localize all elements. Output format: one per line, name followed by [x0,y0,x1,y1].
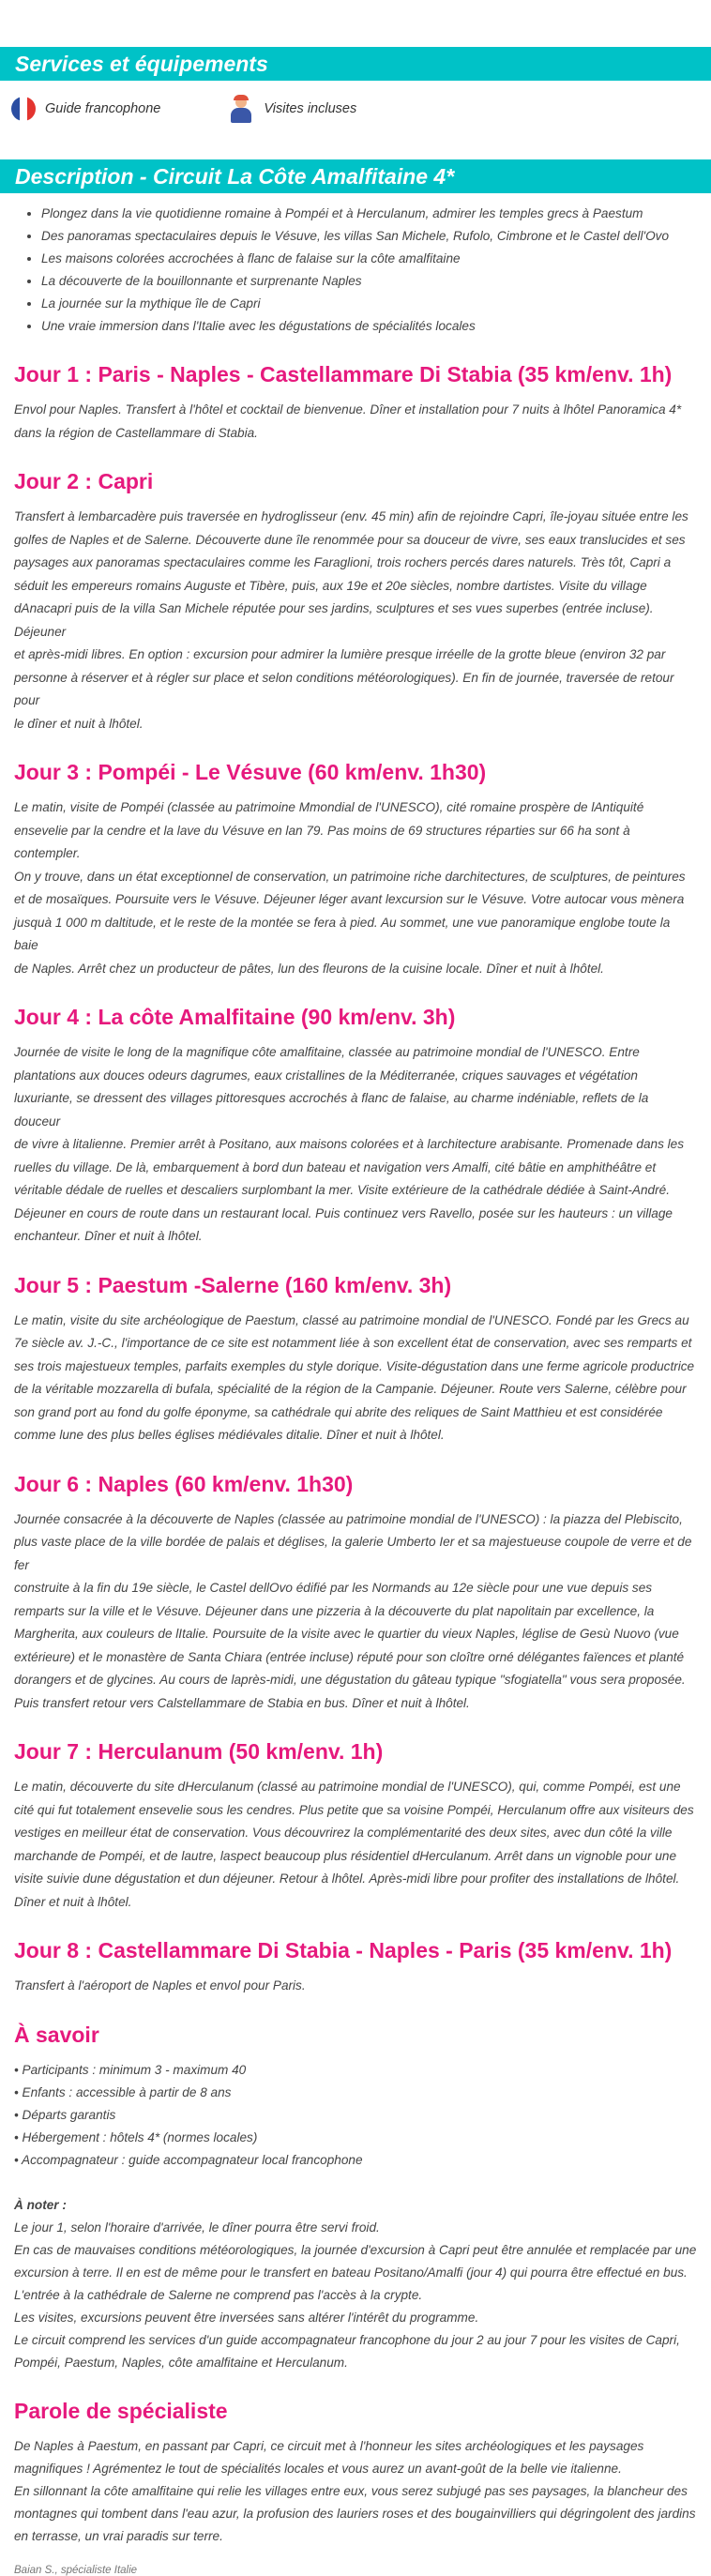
page [0,47,711,2576]
day-text-line: plantations aux douces odeurs dagrumes, eaux cristallines de la Méditerranée, criques sauvages et végétation [14,1068,638,1083]
day-text-line: paysages aux panoramas spectaculaires comme les Faraglioni, trois rochers percés dares naturels. Très tôt, Capri a [14,555,672,569]
day-6 [0,1472,711,1716]
day-text-line: Le matin, découverte du site dHerculanum (classé au patrimoine mondial de l'UNESCO), qui, comme Pompéi, est une [14,1780,681,1794]
day-text-line: de la véritable mozzarella di bufala, spécialité de la région de la Campanie. Déjeuner. Route vers Salerne, célèbre pour [14,1382,687,1396]
day-text-line: Journée de visite le long de la magnifique côte amalfitaine, classée au patrimoine mondial de l'UNESCO. Entre [14,1045,640,1059]
highlight-item: • La journée sur la mythique île de Capri [41,293,711,315]
day-title: Jour 7 : Herculanum (50 km/env. 1h) [14,1739,384,1764]
note-line: excursion à terre. Il en est de même pour le transfert en bateau Positano/Amalfi (jour 4) qui pourra être effectué en bus. [14,2265,688,2280]
day-text-line: véritable dédale de ruelles et descaliers surplombant la mer. Visite extérieure de la cathédrale dédiée à Saint-André. [14,1183,670,1197]
service-guide [11,97,160,121]
description-heading [0,159,711,193]
specialist-title: Parole de spécialiste [14,2398,228,2423]
day-text-line: comme lune des plus belles églises médiévales ditalie. Dîner et nuit à lhôtel. [14,1428,445,1442]
info-section [0,2023,711,2374]
day-title: Jour 3 : Pompéi - Le Vésuve (60 km/env. 1h30) [14,760,487,784]
day-text-line: de Naples. Arrêt chez un producteur de pâtes, lun des fleurons de la cuisine locale. Dîner et nuit à lhôtel. [14,961,604,976]
specialist-line: montagnes qui tombent dans l'eau azur, la profusion des lauriers roses et des bougainvilliers qui dégringolent des jardins [14,2506,696,2521]
note-line: Le jour 1, selon l'horaire d'arrivée, le dîner pourra être servi froid. [14,2220,380,2235]
day-text-line: Margherita, aux couleurs de lItalie. Poursuite de la visite avec le quartier du vieux Naples, léglise de Gesù Nuovo (vue [14,1627,679,1641]
services-title: Services et équipements [15,52,268,76]
day-text-line: ruelles du village. De là, embarquement à bord dun bateau et navigation vers Amalfi, cité bâtie en amphithéâtre et [14,1159,657,1174]
day-text-line: Transfert à lembarcadère puis traversée en hydroglisseur (env. 45 min) afin de rejoindre Capri, île-joyau située entre les [14,509,688,523]
day-text-line: de vivre à litalienne. Premier arrêt à Positano, aux maisons colorées et à larchitecture arabisante. Promenade dans les [14,1137,685,1151]
day-5 [0,1273,711,1447]
day-text-line: visite suivie dune dégustation et dun déjeuner. Retour à lhôtel. Après-midi libre pour profiter des installations de lhôtel. [14,1871,680,1886]
specialist-section [0,2399,711,2576]
day-text-line: Déjeuner en cours de route dans un restaurant local. Puis continuez vers Ravello, posée sur les hauteurs : un village [14,1205,673,1220]
info-title: À savoir [14,2022,99,2047]
specialist-signature: Baian S., spécialiste Italie [14,2564,138,2576]
day-title: Jour 8 : Castellammare Di Stabia - Naples - Paris (35 km/env. 1h) [14,1938,673,1962]
day-text-line: plus vaste place de la ville bordée de palais et déglises, la galerie Umberto Ier et sa majestueuse coupole de verre et de fer [14,1535,692,1572]
day-text-line: le dîner et nuit à lhôtel. [14,716,144,731]
specialist-line: En sillonnant la côte amalfitaine qui relie les villages entre eux, vous serez subjugé pas ses paysages, la blancheur des [14,2483,688,2498]
day-text-line: luxuriante, se dressent des villages pittoresques accrochés à flanc de falaise, au charme indéniable, reflets de la douceur [14,1091,649,1129]
day-text-line: dAnacapri puis de la villa San Michele réputée pour ses jardins, sculptures et ses vues superbes (entrée incluse). Déjeuner [14,601,654,639]
day-text-line: séduit les empereurs romains Auguste et Tibère, puis, aux 19e et 20e siècles, nombre dartistes. Visite du village [14,578,647,593]
day-title: Jour 2 : Capri [14,469,154,493]
note-line: L'entrée à la cathédrale de Salerne ne comprend pas l'accès à la crypte. [14,2287,423,2302]
note-title: À noter : [14,2197,67,2212]
day-7 [0,1739,711,1914]
day-text-line: golfes de Naples et de Salerne. Découverte dune île renommée pour sa douceur de vivre, ses eaux translucides et ses [14,532,686,547]
highlight-item: • Les maisons colorées accrochées à flanc de falaise sur la côte amalfitaine [41,248,711,270]
highlight-item: • Une vraie immersion dans l'Italie avec les dégustations de spécialités locales [41,315,711,338]
info-item: • Enfants : accessible à partir de 8 ans [14,2084,232,2099]
specialist-line: De Naples à Paestum, en passant par Capri, ce circuit met à l'honneur les sites archéologiques et les paysages [14,2438,644,2453]
day-text-line: cité qui fut totalement ensevelie sous les cendres. Plus petite que sa voisine Pompéi, Herculanum offre aux visiteurs des [14,1802,694,1817]
day-title: Jour 5 : Paestum -Salerne (160 km/env. 3h) [14,1272,452,1297]
day-text-line: et après-midi libres. En option : excursion pour admirer la lumière presque irréelle de la grotte bleue (environ 32 par [14,647,666,661]
day-text-line: jusquà 1 000 m daltitude, et le reste de la montée se fera à pied. Au sommet, une vue panoramique englobe toute la baie [14,915,671,952]
day-text-line: Le matin, visite de Pompéi (classée au patrimoine Mmondial de l'UNESCO), cité romaine prospère de lAntiquité [14,800,644,814]
day-text-line: extérieure) et le monastère de Santa Chiara (entrée incluse) réputé pour son cloître orné délégantes faïences et planté [14,1649,685,1664]
info-item: • Participants : minimum 3 - maximum 40 [14,2062,247,2077]
info-item: • Accompagnateur : guide accompagnateur local francophone [14,2152,363,2167]
day-text-line: construite à la fin du 19e siècle, le Castel dellOvo édifié par les Normands au 12e siècle pour une vue depuis ses [14,1581,653,1595]
day-text-line: On y trouve, dans un état exceptionnel de conservation, un patrimoine riche darchitectures, de sculptures, de peintures [14,869,686,884]
day-text-line: Le matin, visite du site archéologique de Paestum, classé au patrimoine mondial de l'UNESCO. Fondé par les Grecs au [14,1312,689,1327]
highlight-item: • La découverte de la bouillonnante et surprenante Naples [41,270,711,293]
day-2 [0,469,711,735]
day-text-line: marchande de Pompéi, et de lautre, laspect beaucoup plus résidentiel dHerculanum. Arrêt dans un vignoble pour une [14,1848,677,1863]
specialist-line: magnifiques ! Agrémentez le tout de spécialités locales et vous aurez un avant-goût de la belle vie italienne. [14,2461,622,2476]
service-guide-label: Guide francophone [45,101,161,116]
day-text-line: remparts sur la ville et le Vésuve. Déjeuner dans une pizzeria à la découverte du plat napolitain par excellence, la [14,1603,655,1618]
day-text-line: Dîner et nuit à lhôtel. [14,1894,132,1909]
day-title: Jour 6 : Naples (60 km/env. 1h30) [14,1471,354,1496]
services-heading [0,47,711,81]
day-text-line: Envol pour Naples. Transfert à l'hôtel et cocktail de bienvenue. Dîner et installation pour 7 nuits à lhôtel Panoramica 4* [14,402,682,417]
day-text-line: ses trois majestueux temples, parfaits exemples du style dorique. Visite-dégustation dans une ferme agricole productrice [14,1358,695,1373]
day-text-line: vestiges en meilleur état de conservation. Vous découvrirez la complémentarité des deux sites, avec dun côté la ville [14,1826,673,1840]
day-text-line: dans la région de Castellammare di Stabia. [14,425,258,440]
note-line: Les visites, excursions peuvent être inversées sans altérer l'intérêt du programme. [14,2310,479,2325]
tour-guide-icon [228,95,254,123]
day-text-line: ensevelie par la cendre et la lave du Vésuve en lan 79. Pas moins de 69 structures réparties sur 66 ha sont à contempler. [14,823,630,860]
highlight-item: • Plongez dans la vie quotidienne romaine à Pompéi et à Herculanum, admirer les temples grecs à Paestum [41,203,711,225]
france-flag-icon [11,97,36,121]
day-title: Jour 4 : La côte Amalfitaine (90 km/env. 3h) [14,1005,456,1029]
info-item: • Départs garantis [14,2107,116,2122]
day-text-line: Puis transfert retour vers Calstellammare de Stabia en bus. Dîner et nuit à lhôtel. [14,1695,470,1710]
info-item: • Hébergement : hôtels 4* (normes locales) [14,2129,258,2144]
day-text-line: enchanteur. Dîner et nuit à lhôtel. [14,1229,203,1243]
day-text-line: dorangers et de glycines. Au cours de laprès-midi, une dégustation du gâteau typique "sfogiatella" vous sera proposée. [14,1673,686,1687]
day-text-line: Transfert à l'aéroport de Naples et envol pour Paris. [14,1978,306,1993]
note-line: Le circuit comprend les services d'un guide accompagnateur francophone du jour 2 au jour 7 pour les visites de Capri, [14,2332,680,2347]
services-list [0,81,711,137]
day-8 [0,1938,711,1998]
day-text-line: son grand port au fond du golfe éponyme, sa cathédrale qui abrite des reliques de Saint Matthieu et est considérée [14,1404,663,1419]
day-title: Jour 1 : Paris - Naples - Castellammare Di Stabia (35 km/env. 1h) [14,362,673,386]
description-title: Description - Circuit La Côte Amalfitaine 4* [15,164,455,189]
service-visits [228,95,356,123]
highlights-list [0,203,711,338]
specialist-line: en terrasse, un vrai paradis sur terre. [14,2528,223,2543]
day-text-line: Journée consacrée à la découverte de Naples (classée au patrimoine mondial de l'UNESCO) : la piazza del Plebiscito, [14,1511,683,1526]
note-line: En cas de mauvaises conditions météorologiques, la journée d'excursion à Capri peut être annulée et remplacée par une [14,2242,697,2257]
day-text-line: personne à réserver et à régler sur place et selon conditions météorologiques). En fin de journée, traversée de retour pour [14,670,674,707]
day-3 [0,760,711,980]
day-text-line: et de mosaïques. Poursuite vers le Vésuve. Déjeuner léger avant lexcursion sur le Vésuve. Votre autocar vous mènera [14,892,685,906]
highlight-item: • Des panoramas spectaculaires depuis le Vésuve, les villas San Michele, Rufolo, Cimbrone et le Castel dell'Ovo [41,225,711,248]
day-4 [0,1005,711,1249]
service-visits-label: Visites incluses [264,101,357,116]
note-line: Pompéi, Paestum, Naples, côte amalfitaine et Herculanum. [14,2355,348,2370]
day-1 [0,362,711,445]
day-text-line: 7e siècle av. J.-C., l'importance de ce site est notamment liée à son excellent état de conservation, avec ses remparts et [14,1336,692,1350]
